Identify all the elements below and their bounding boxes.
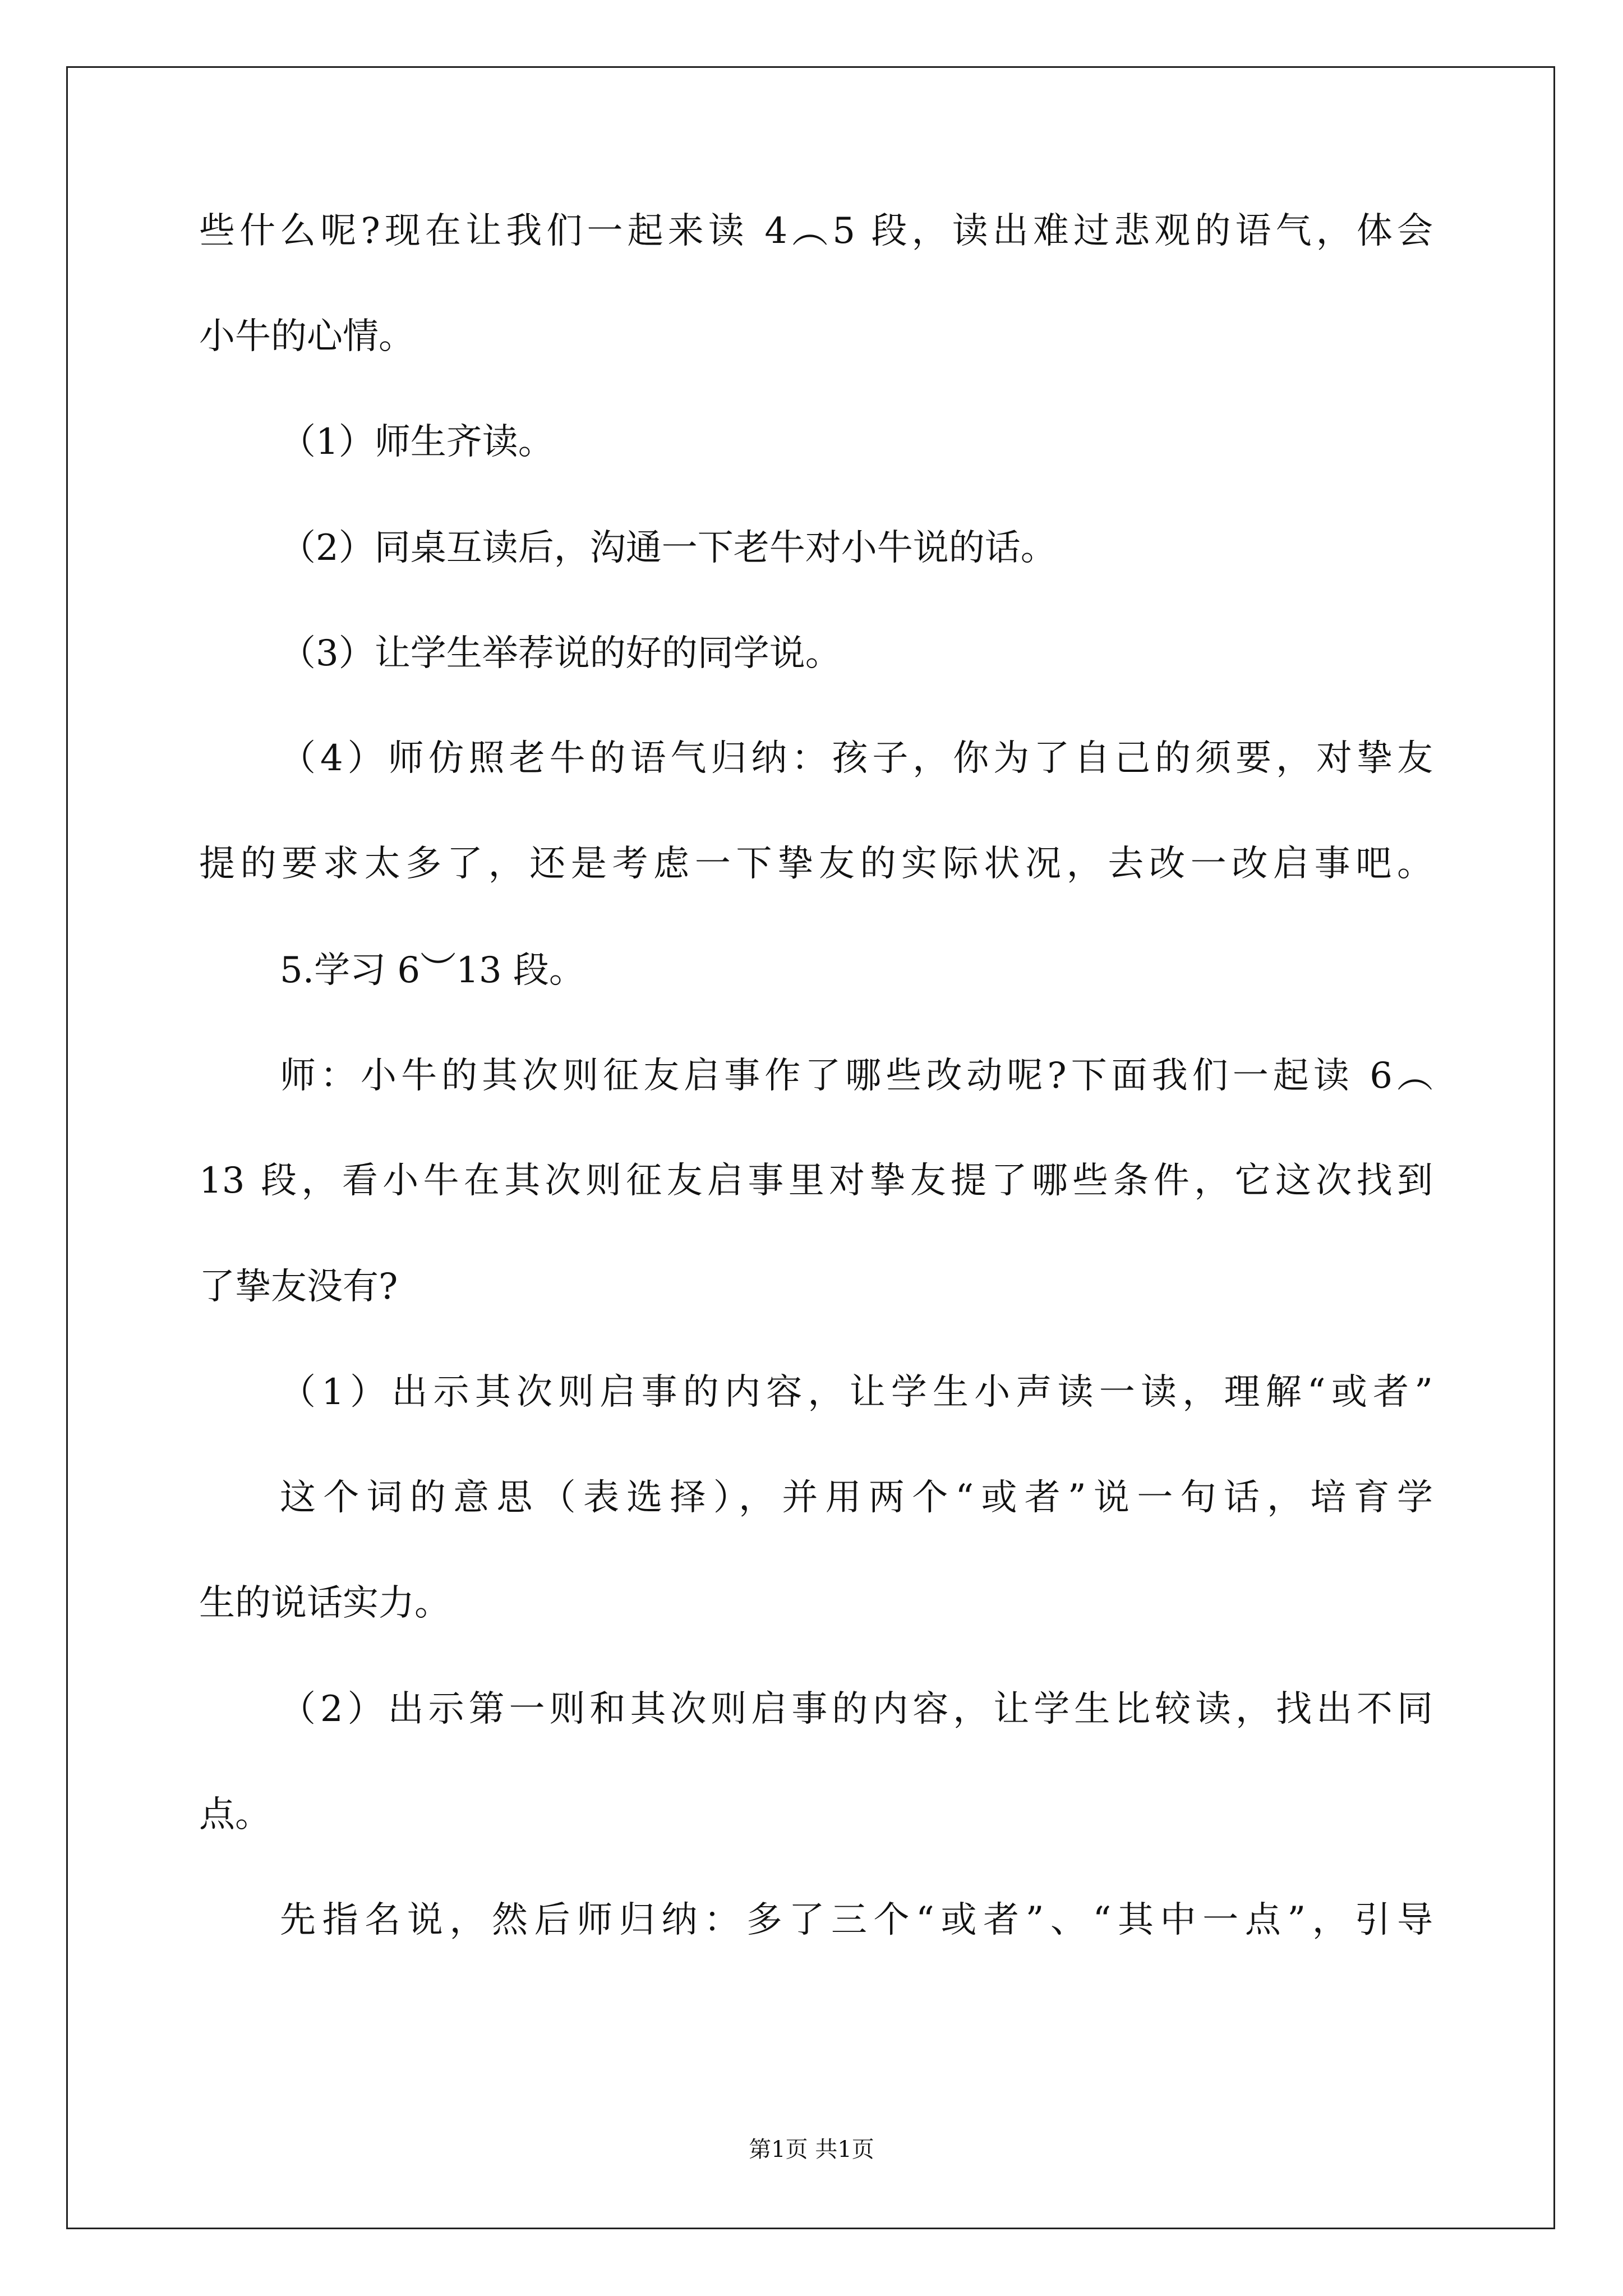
paragraph-line: 点。 <box>199 1794 271 1835</box>
paragraph-line: 13 段，看小牛在其次则征友启事里对挚友提了哪些条件，它这次找到 <box>199 1160 1433 1202</box>
paragraph-line: （2）出示第一则和其次则启事的内容，让学生比较读，找出不同 <box>280 1688 1433 1730</box>
paragraph-line: （1）出示其次则启事的内容，让学生小声读一读，理解“或者” <box>280 1372 1433 1413</box>
section-heading: 5.学习 6︶13 段。 <box>280 950 585 991</box>
paragraph-line: 小牛的心情。 <box>199 316 414 357</box>
paragraph-line: （4）师仿照老牛的语气归纳：孩子，你为了自己的须要，对挚友 <box>280 738 1433 779</box>
paragraph-line: 先指名说，然后师归纳：多了三个“或者”、“其中一点”，引导 <box>280 1899 1433 1941</box>
page-number-footer: 第1页 共1页 <box>749 2137 874 2162</box>
paragraph-line: 师：小牛的其次则征友启事作了哪些改动呢?下面我们一起读 6︵ <box>280 1055 1433 1097</box>
paragraph-line: 这个词的意思（表选择），并用两个“或者”说一句话，培育学 <box>280 1477 1433 1519</box>
paragraph-line: 些什么呢?现在让我们一起来读 4︵5 段，读出难过悲观的语气，体会 <box>199 210 1433 252</box>
paragraph-line: （1）师生齐读。 <box>280 421 554 463</box>
paragraph-line: 了挚友没有? <box>199 1266 398 1308</box>
paragraph-line: （3）让学生举荐说的好的同学说。 <box>280 633 841 674</box>
paragraph-line: 提的要求太多了，还是考虑一下挚友的实际状况，去改一改启事吧。 <box>199 843 1433 885</box>
paragraph-line: 生的说话实力。 <box>199 1582 450 1624</box>
paragraph-line: （2）同桌互读后，沟通一下老牛对小牛说的话。 <box>280 527 1057 569</box>
